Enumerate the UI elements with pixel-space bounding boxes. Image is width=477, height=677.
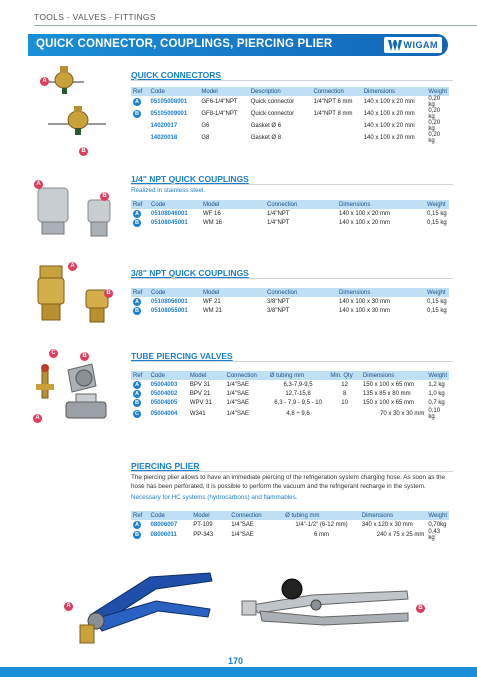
col-header: Weight: [428, 88, 447, 95]
table-row: [131, 306, 449, 315]
min-qty-cell: 8: [342, 390, 347, 397]
ref-badge: B: [133, 531, 141, 539]
weight-cell: 0,20 kg: [428, 132, 441, 144]
header-rule: [34, 25, 477, 26]
code-cell: 08006007: [150, 521, 178, 528]
badge-b-tube: B: [80, 352, 89, 361]
col-header: Code: [149, 87, 200, 96]
table-row: [131, 408, 449, 420]
weight-cell: 0,15 kg: [427, 210, 447, 217]
tube-table: [131, 371, 449, 420]
model-cell: GF8-1/4"NPT: [201, 111, 238, 117]
table-row: [131, 96, 449, 108]
quick-connectors-table: [131, 87, 449, 144]
section-rule: [131, 80, 453, 81]
col-header: Model: [201, 200, 265, 209]
npt38-table: [131, 288, 449, 316]
top-header: [0, 12, 477, 26]
table-row: [131, 297, 449, 306]
connection-cell: 1/4"NPT: [267, 210, 290, 217]
badge-a-plier: A: [64, 602, 73, 611]
col-header: Ref: [131, 511, 149, 520]
description-cell: Quick connector: [250, 99, 295, 105]
section-label: TOOLS - VALVES - FITTINGS: [34, 12, 156, 22]
badge-a-npt14: A: [34, 180, 43, 189]
badge-b-npt38: B: [104, 289, 113, 298]
connection-cell: 1/4"NPT: [267, 219, 290, 226]
code-cell: 05004005: [150, 400, 178, 407]
ref-badge: A: [133, 521, 141, 529]
table-header-row: [131, 511, 449, 520]
dimensions-cell: 140 x 100 x 20 mm: [363, 99, 415, 105]
table-row: [131, 209, 449, 218]
model-cell: BPV 21: [189, 390, 211, 397]
page-number: 170: [228, 656, 244, 666]
col-header: Ø tubing mm: [268, 371, 329, 380]
col-header: Dimensions: [337, 200, 425, 209]
weight-cell: 0,20 kg: [428, 108, 441, 120]
model-cell: WPV 31: [189, 400, 212, 407]
table-row: [131, 520, 449, 529]
col-header: Weight: [425, 200, 449, 209]
col-header: Ø tubing mm: [283, 511, 360, 520]
table-header-row: [131, 288, 449, 297]
dimensions-cell: 150 x 100 x 65 mm: [362, 400, 414, 407]
weight-cell: 0,20 kg: [428, 120, 441, 132]
tubing-cell: 4,8 ÷ 9,6: [286, 410, 310, 417]
table-header-row: [131, 200, 449, 209]
code-cell: 05105009001: [150, 111, 188, 117]
col-header: Dimensions: [337, 288, 425, 297]
dimensions-cell: 140 x 100 x 20 mm: [339, 219, 391, 226]
code-cell: 05004004: [150, 410, 178, 417]
brand-logo: [384, 37, 443, 53]
code-cell: 05105008001: [150, 99, 188, 105]
min-qty-cell: 12: [341, 381, 348, 388]
model-cell: G8: [201, 135, 210, 141]
col-header: Model: [201, 288, 265, 297]
col-header: Ref: [131, 288, 149, 297]
col-header: Weight: [428, 512, 447, 519]
min-qty-cell: 10: [341, 400, 348, 407]
dimensions-cell: 140 x 100 x 20 mm: [363, 123, 415, 129]
model-cell: WF 16: [203, 210, 221, 217]
col-header: Min. Qty: [328, 371, 361, 380]
plier-a-image: [60, 555, 230, 650]
connection-cell: 1/4"SAE: [226, 390, 249, 397]
weight-cell: 0,15 kg: [427, 307, 447, 314]
weight-cell: 1,2 kg: [428, 381, 445, 388]
dimensions-cell: 70 x 30 x 30 mm: [380, 410, 425, 417]
weight-cell: 0,7 kg: [428, 400, 445, 407]
dimensions-cell: 240 x 75 x 25 mm: [376, 532, 425, 539]
col-header: Connection: [225, 371, 268, 380]
badge-a-connector: A: [40, 77, 49, 86]
col-header: Ref: [131, 371, 149, 380]
code-cell: 05108055001: [151, 307, 188, 314]
wigam-logo-icon: [388, 40, 402, 51]
tubing-cell: 6 mm: [313, 532, 329, 539]
model-cell: G6: [201, 123, 210, 129]
col-header: Dimensions: [361, 371, 427, 380]
weight-cell: 0,20 kg: [428, 96, 441, 108]
description-cell: Gasket Ø 6: [250, 123, 282, 129]
code-cell: 05108045001: [151, 219, 188, 226]
plier-table: [131, 511, 449, 541]
connection-cell: 1/4"NPT 8 mm: [313, 111, 353, 117]
quick-connectors-title: QUICK CONNECTORS: [131, 70, 222, 80]
ref-badge: A: [133, 298, 141, 306]
tubing-cell: 6,3 - 7,9 - 9,5 - 10: [274, 400, 322, 407]
col-header: Code: [149, 371, 188, 380]
npt38-title: 3/8" NPT QUICK COUPLINGS: [131, 268, 249, 278]
col-header: Model: [191, 511, 229, 520]
col-header: Ref: [131, 87, 149, 96]
connection-cell: 1/4"SAE: [231, 521, 254, 528]
npt14-note: Realized in stainless steel.: [131, 187, 206, 194]
logo-text: WIGAM: [403, 40, 438, 50]
model-cell: W341: [189, 410, 206, 417]
plier-note: Necessary for HC systems (hydrocarbons) and flammables.: [131, 494, 298, 501]
ref-badge: B: [133, 307, 141, 315]
weight-cell: 0,43 kg: [428, 529, 441, 542]
col-header: Connection: [311, 87, 361, 96]
tubing-cell: 1/4"-1/2" (6-12 mm): [295, 521, 348, 528]
badge-a-npt38: A: [68, 262, 77, 271]
ref-badge: C: [133, 410, 141, 418]
npt14-table: [131, 200, 449, 228]
connection-cell: 1/4"NPT 6 mm: [313, 99, 353, 105]
footer-bar: [0, 667, 477, 677]
col-header: Code: [149, 511, 192, 520]
col-header: Ref: [131, 200, 149, 209]
connection-cell: 1/4"SAE: [226, 400, 249, 407]
plier-description: The piercing plier allows to have an immediate piercing of the refrigeration system charging hose. As soon as the hose has been perforated, it is possible to perform the vacuum and the refrigerant recharge in the system.: [131, 474, 445, 490]
weight-cell: 1,0 kg: [428, 390, 445, 397]
badge-c-tube: C: [49, 349, 58, 358]
col-header: Model: [199, 87, 248, 96]
model-cell: WF 21: [203, 298, 221, 305]
table-row: [131, 120, 449, 132]
col-header: Connection: [229, 511, 283, 520]
col-header: Code: [149, 200, 201, 209]
connection-cell: 1/4"SAE: [226, 410, 249, 417]
dimensions-cell: 140 x 100 x 30 mm: [339, 298, 391, 305]
ref-badge: B: [133, 110, 141, 118]
table-row: [131, 399, 449, 408]
model-cell: WM 16: [203, 219, 223, 226]
connection-cell: 3/8"NPT: [267, 307, 290, 314]
description-cell: Gasket Ø 8: [250, 135, 282, 141]
model-cell: BPV 31: [189, 381, 211, 388]
badge-b-connector: B: [79, 147, 88, 156]
code-cell: 05004002: [150, 390, 178, 397]
section-rule: [131, 471, 453, 472]
section-rule: [131, 184, 453, 185]
tube-piercing-valve-image: [32, 350, 124, 430]
badge-b-plier: B: [416, 604, 425, 613]
plier-title: PIERCING PLIER: [131, 461, 200, 471]
col-header: Dimensions: [362, 87, 427, 96]
dimensions-cell: 135 x 85 x 80 mm: [362, 390, 411, 397]
code-cell: 14020017: [150, 123, 178, 129]
weight-cell: 0,15 kg: [427, 219, 447, 226]
col-header: Weight: [425, 288, 449, 297]
tubing-cell: 6,3-7,9-9,5: [283, 381, 313, 388]
table-row: [131, 529, 449, 541]
dimensions-cell: 140 x 100 x 20 mm: [363, 135, 415, 141]
quick-connector-image: [34, 62, 124, 152]
model-cell: PT-109: [193, 521, 213, 528]
table-row: [131, 132, 449, 144]
weight-cell: 0,10 kg: [428, 407, 441, 420]
ref-badge: A: [133, 210, 141, 218]
ref-badge: A: [133, 390, 141, 398]
code-cell: 08006011: [150, 532, 177, 539]
dimensions-cell: 140 x 100 x 20 mm: [363, 111, 415, 117]
connection-cell: 1/4"SAE: [231, 532, 254, 539]
dimensions-cell: 140 x 100 x 30 mm: [339, 307, 391, 314]
ref-badge: B: [133, 219, 141, 227]
connection-cell: 3/8"NPT: [267, 298, 290, 305]
col-header: Dimensions: [360, 511, 427, 520]
dimensions-cell: 340 x 120 x 30 mm: [361, 521, 413, 528]
code-cell: 14020018: [150, 135, 178, 141]
weight-cell: 0,15 kg: [427, 298, 447, 305]
tube-title: TUBE PIERCING VALVES: [131, 351, 233, 361]
model-cell: PP-343: [193, 532, 214, 539]
table-row: [131, 389, 449, 398]
dimensions-cell: 140 x 100 x 20 mm: [339, 210, 391, 217]
code-cell: 05004003: [150, 381, 178, 388]
page-title: QUICK CONNECTOR, COUPLINGS, PIERCING PLIER: [36, 38, 333, 50]
code-cell: 05108056001: [151, 298, 188, 305]
description-cell: Quick connector: [250, 111, 295, 117]
section-rule: [131, 361, 453, 362]
npt14-title: 1/4" NPT QUICK COUPLINGS: [131, 174, 249, 184]
dimensions-cell: 150 x 100 x 65 mm: [362, 381, 414, 388]
col-header: Code: [149, 288, 201, 297]
plier-b-image: [232, 565, 422, 645]
table-header-row: [131, 87, 449, 96]
col-header: Model: [188, 371, 225, 380]
col-header: Connection: [265, 200, 337, 209]
model-cell: WM 21: [203, 307, 223, 314]
tubing-cell: 12,7-15,8: [285, 390, 311, 397]
table-row: [131, 218, 449, 227]
weight-cell: 0,70kg: [428, 521, 447, 528]
code-cell: 05108046001: [151, 210, 188, 217]
col-header: Connection: [265, 288, 337, 297]
table-row: [131, 380, 449, 389]
ref-badge: A: [133, 381, 141, 389]
ref-badge: A: [133, 98, 141, 106]
table-row: [131, 108, 449, 120]
section-rule: [131, 278, 453, 279]
col-header: Weight: [428, 372, 447, 379]
ref-badge: B: [133, 399, 141, 407]
npt14-coupling-image: [32, 176, 122, 246]
page-banner: [28, 34, 448, 56]
connection-cell: 1/4"SAE: [226, 381, 249, 388]
model-cell: GF6-1/4"NPT: [201, 99, 238, 105]
col-header: Description: [249, 87, 312, 96]
badge-a-tube: A: [33, 414, 42, 423]
badge-b-npt14: B: [100, 192, 109, 201]
table-header-row: [131, 371, 449, 380]
